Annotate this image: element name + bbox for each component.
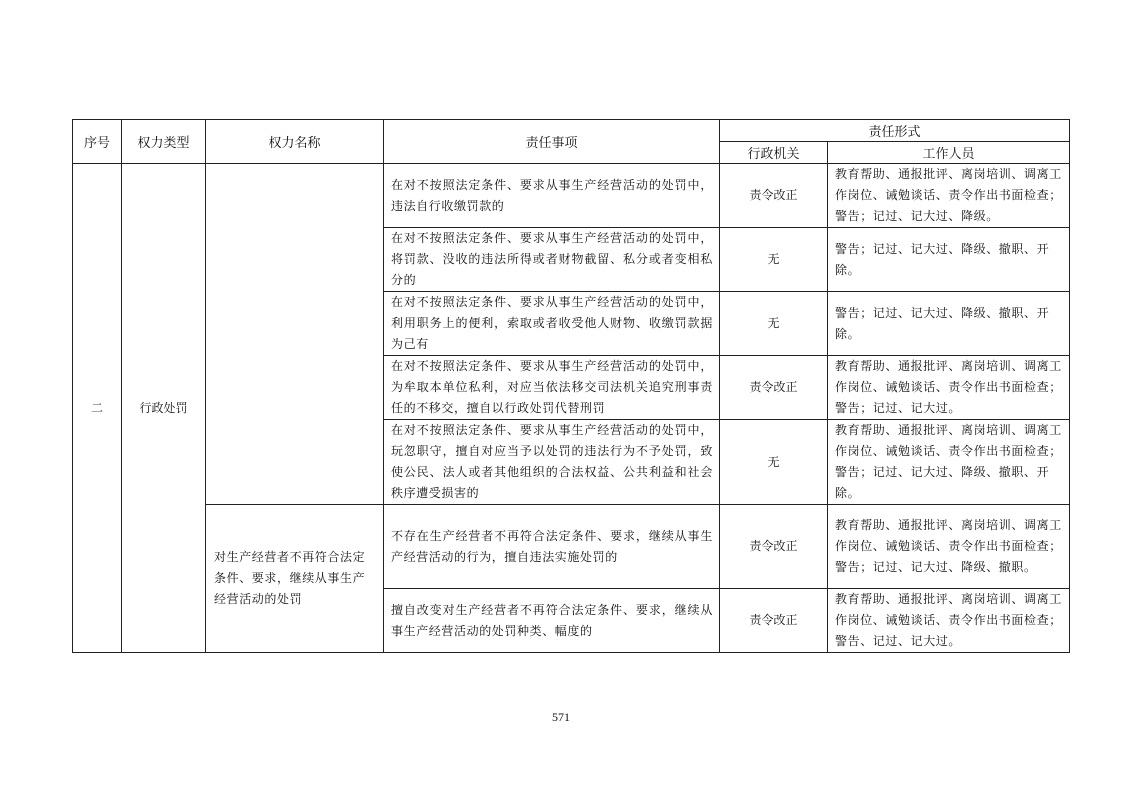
seq-cell: 二 (73, 164, 122, 653)
table-row (73, 505, 1070, 589)
duty-item-cell: 在对不按照法定条件、要求从事生产经营活动的处罚中，违法自行收缴罚款的 (384, 164, 720, 228)
staff-cell: 警告；记过、记大过、降级、撤职、开除。 (828, 228, 1070, 292)
duty-item-cell: 在对不按照法定条件、要求从事生产经营活动的处罚中，利用职务上的便利，索取或者收受他人财物、收缴罚款据为己有 (384, 292, 720, 356)
header-power-type: 权力类型 (122, 120, 206, 164)
duty-item-cell: 在对不按照法定条件、要求从事生产经营活动的处罚中，将罚款、没收的违法所得或者财物截留、私分或者变相私分的 (384, 228, 720, 292)
power-name-cell-empty (206, 164, 384, 505)
agency-cell: 责令改正 (720, 589, 828, 653)
agency-cell: 无 (720, 292, 828, 356)
staff-cell: 教育帮助、通报批评、离岗培训、调离工作岗位、诫勉谈话、责令作出书面检查；警告、记过、记大过。 (828, 589, 1070, 653)
agency-cell: 无 (720, 420, 828, 505)
page-number: 571 (552, 710, 570, 724)
agency-cell: 无 (720, 228, 828, 292)
power-name-cell: 对生产经营者不再符合法定条件、要求，继续从事生产经营活动的处罚 (206, 505, 384, 653)
header-seq: 序号 (73, 120, 122, 164)
staff-cell: 警告；记过、记大过、降级、撤职、开除。 (828, 292, 1070, 356)
power-type-cell: 行政处罚 (122, 164, 206, 653)
agency-cell: 责令改正 (720, 356, 828, 420)
staff-cell: 教育帮助、通报批评、离岗培训、调离工作岗位、诫勉谈话、责令作出书面检查；警告；记过、记大过、降级、撤职、开除。 (828, 420, 1070, 505)
duty-item-cell: 在对不按照法定条件、要求从事生产经营活动的处罚中，玩忽职守，擅自对应当予以处罚的违法行为不予处罚，致使公民、法人或者其他组织的合法权益、公共利益和社会秩序遭受损害的 (384, 420, 720, 505)
table-row (73, 164, 1070, 228)
header-responsibility-form: 责任形式 (720, 120, 1070, 142)
duty-item-cell: 在对不按照法定条件、要求从事生产经营活动的处罚中，为牟取本单位私利，对应当依法移交司法机关追究刑事责任的不移交，擅自以行政处罚代替刑罚 (384, 356, 720, 420)
staff-cell: 教育帮助、通报批评、离岗培训、调离工作岗位、诫勉谈话、责令作出书面检查；警告；记过、记大过。 (828, 356, 1070, 420)
agency-cell: 责令改正 (720, 164, 828, 228)
header-agency: 行政机关 (720, 142, 828, 164)
duty-item-cell: 不存在生产经营者不再符合法定条件、要求，继续从事生产经营活动的行为，擅自违法实施处罚的 (384, 505, 720, 589)
responsibility-table (72, 119, 1070, 653)
duty-item-cell: 擅自改变对生产经营者不再符合法定条件、要求，继续从事生产经营活动的处罚种类、幅度的 (384, 589, 720, 653)
header-staff: 工作人员 (828, 142, 1070, 164)
staff-cell: 教育帮助、通报批评、离岗培训、调离工作岗位、诫勉谈话、责令作出书面检查；警告；记过、记大过、降级、撤职。 (828, 505, 1070, 589)
header-power-name: 权力名称 (206, 120, 384, 164)
staff-cell: 教育帮助、通报批评、离岗培训、调离工作岗位、诫勉谈话、责令作出书面检查；警告；记过、记大过、降级。 (828, 164, 1070, 228)
agency-cell: 责令改正 (720, 505, 828, 589)
header-duty-item: 责任事项 (384, 120, 720, 164)
